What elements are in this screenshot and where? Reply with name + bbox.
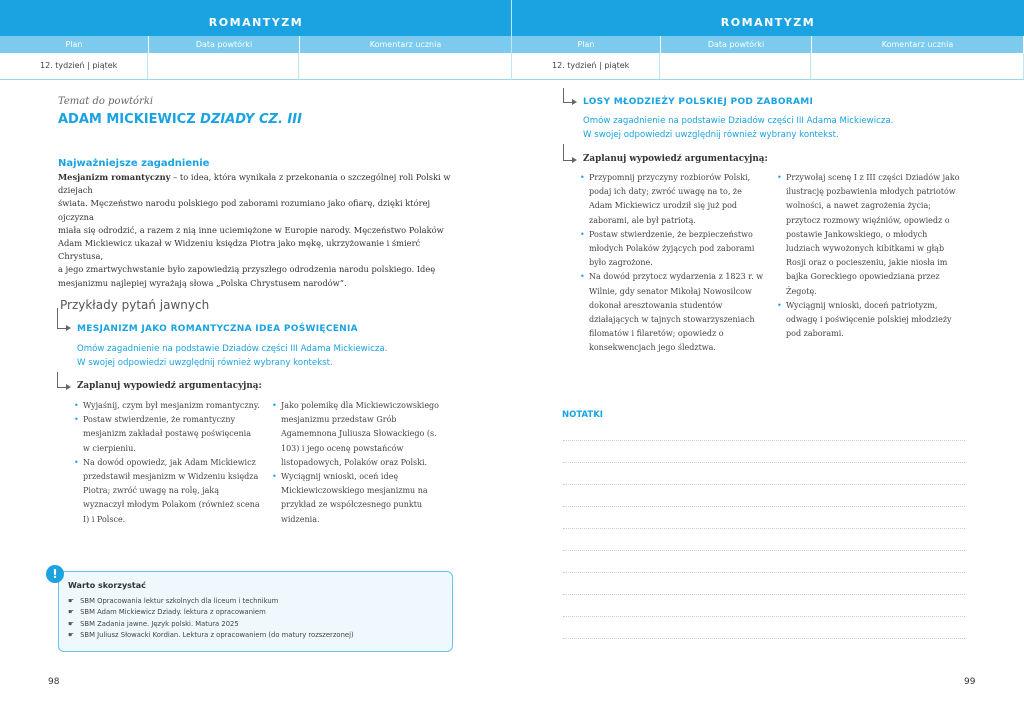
notes-line xyxy=(563,528,965,529)
key-issues-line: a jego zmartwychwstanie było zapowiedzią przyszłego odrodzenia narodu polskiego. Ideę xyxy=(58,264,436,275)
pointing-hand-icon: ☛ xyxy=(68,619,75,628)
col-comment: Komentarz ucznia xyxy=(812,36,1024,53)
comment-cell[interactable] xyxy=(811,53,1024,79)
plan-title: Zaplanuj wypowiedź argumentacyjną: xyxy=(583,154,768,164)
page-number: 99 xyxy=(964,677,976,687)
list-item[interactable]: ☛ SBM Juliusz Słowacki Kordian. Lektura z opracowaniem (do matury rozszerzonej) xyxy=(68,630,354,639)
plan-bullets-col2 xyxy=(272,399,450,527)
topic-title xyxy=(58,112,302,127)
right-header-title: ROMANTYZM xyxy=(512,0,1024,36)
notes-line xyxy=(563,462,965,463)
week-cell: 12. tydzień | piątek xyxy=(512,53,660,79)
topic-label: Temat do powtórki xyxy=(58,96,154,107)
list-item: • Wyjaśnij, czym był mesjanizm romantyczny. xyxy=(74,399,260,413)
date-cell[interactable] xyxy=(660,53,811,79)
plan-bullets-col1 xyxy=(580,171,764,356)
task-line: W swojej odpowiedzi uwzględnij również wybrany kontekst. xyxy=(583,130,839,140)
task-title: LOSY MŁODZIEŻY POLSKIEJ POD ZABORAMI xyxy=(583,97,814,107)
arrow-right-icon xyxy=(66,384,71,390)
task-line: W swojej odpowiedzi uwzględnij również wybrany kontekst. xyxy=(77,358,333,368)
notes-line xyxy=(563,638,965,639)
list-item: • Postaw stwierdzenie, że romantyczny mesjanizm zakładał postawę poświęcenia w cierpieniu. xyxy=(74,413,260,456)
key-issues-text xyxy=(58,171,458,290)
key-issues-line: miała się odrodzić, a razem z nią inne uciemiężone w Europie narody. Męczeństwo Polaków xyxy=(58,224,444,235)
page-number: 98 xyxy=(48,677,60,687)
list-item: • Postaw stwierdzenie, że bezpieczeństwo młodych Polaków żyjących pod zaborami było zagrożone. xyxy=(580,228,764,271)
notes-line xyxy=(563,594,965,595)
list-item[interactable]: ☛ SBM Adam Mickiewicz Dziady. lektura z opracowaniem xyxy=(68,608,266,617)
arrow-right-icon xyxy=(572,157,577,163)
notes-line xyxy=(563,440,965,441)
col-comment: Komentarz ucznia xyxy=(300,36,512,53)
list-item: • Jako polemikę dla Mickiewiczowskiego mesjanizmu przedstaw Grób Agamemnona Juliusza Słowackiego (s. 103) i jego ocenę powstańców listopadowych, Polaków oraz Polski. xyxy=(272,399,450,470)
notes-title: NOTATKI xyxy=(562,410,603,420)
list-item: • Przypomnij przyczyny rozbiorów Polski, podaj ich daty; zwróć uwagę na to, że Adam Mickiewicz urodził się już pod zaborami, ale był patriotą. xyxy=(580,171,764,228)
task-line: Omów zagadnienie na podstawie Dziadów części III Adama Mickiewicza. xyxy=(77,344,388,354)
col-plan: Plan xyxy=(512,36,661,53)
right-header xyxy=(512,0,1024,80)
list-item: • Na dowód opowiedz, jak Adam Mickiewicz przedstawił mesjanizm w Widzeniu księdza Piotra; zwróć uwagę na rolę, jaką wyznaczył młodym Polakom (również scena I) i Polsce. xyxy=(74,456,260,527)
plan-bullets-col1 xyxy=(74,399,260,527)
resources-box xyxy=(58,571,453,652)
list-item[interactable]: ☛ SBM Zadania jawne. Język polski. Matura 2025 xyxy=(68,619,239,628)
key-issues-line: Mesjanizm romantyczny – to idea, która wynikała z przekonania o szczególnej roli Polski w dziejach xyxy=(58,172,451,196)
notes-line xyxy=(563,616,965,617)
box-title: Warto skorzystać xyxy=(68,581,146,590)
right-header-columns xyxy=(512,36,1024,53)
exclamation-icon: ! xyxy=(46,565,64,583)
list-item: • Wyciągnij wnioski, oceń ideę Mickiewiczowskiego mesjanizmu na przykład ze współczesnego punktu widzenia. xyxy=(272,470,450,527)
topic-title-work: DZIADY CZ. III xyxy=(200,112,302,127)
left-header-title: ROMANTYZM xyxy=(0,0,512,36)
notes-line xyxy=(563,506,965,507)
notes-line xyxy=(563,572,965,573)
list-item: • Na dowód przytocz wydarzenia z 1823 r. w Wilnie, gdy senator Mikołaj Nowosilcow dokonał aresztowania studentów działających w tajnych stowarzyszeniach filomatów i filaretów; opowiedz o konsekwencjach jego śledztwa. xyxy=(580,270,764,355)
arrow-right-icon xyxy=(66,325,71,331)
left-header-columns xyxy=(0,36,512,53)
week-cell: 12. tydzień | piątek xyxy=(0,53,148,79)
notes-line xyxy=(563,484,965,485)
key-issues-line: świata. Męczeństwo narodu polskiego pod zaborami rozumiano jako ofiarę, dzięki której ojczyzna xyxy=(58,198,431,222)
col-date: Data powtórki xyxy=(149,36,300,53)
plan-title: Zaplanuj wypowiedź argumentacyjną: xyxy=(77,381,262,391)
resources-list xyxy=(68,596,443,641)
key-issues-title: Najważniejsze zagadnienie xyxy=(58,158,210,169)
arrow-right-icon xyxy=(572,99,577,105)
left-header xyxy=(0,0,512,80)
list-item: • Przywołaj scenę I z III części Dziadów jako ilustrację pozbawienia młodych patriotów wolności, a nawet zagrożenia życia; przytocz rozmowy więźniów, opowiedz o postawie Jankowskiego, o młodych ludziach wywożonych kibitkami w głąb Rosji oraz o pocieszeniu, jakie niosła im bajka Goreckiego opowiedziana przez Żegotę. xyxy=(777,171,961,299)
task-title: MESJANIZM JAKO ROMANTYCZNA IDEA POŚWIĘCENIA xyxy=(77,324,358,334)
plan-bullets-col2 xyxy=(777,171,961,341)
comment-cell[interactable] xyxy=(299,53,512,79)
key-issues-line: Adam Mickiewicz ukazał w Widzeniu księdza Piotra jako mękę, ukrzyżowanie i śmierć Chrystusa, xyxy=(58,238,421,262)
task-body xyxy=(77,342,387,370)
pointing-hand-icon: ☛ xyxy=(68,630,75,639)
task-line: Omów zagadnienie na podstawie Dziadów części III Adama Mickiewicza. xyxy=(583,116,894,126)
left-header-values xyxy=(0,53,512,80)
right-header-values xyxy=(512,53,1024,80)
list-item: • Wyciągnij wnioski, doceń patriotyzm, odwagę i poświęcenie polskiej młodzieży pod zaborami. xyxy=(777,299,961,342)
examples-title: Przykłady pytań jawnych xyxy=(60,298,210,312)
pointing-hand-icon: ☛ xyxy=(68,597,75,605)
topic-title-author: ADAM MICKIEWICZ xyxy=(58,112,201,127)
key-issues-line: mesjanizmu najlepiej wyrażają słowa „Polska Chrystusem narodów”. xyxy=(58,277,347,288)
col-date: Data powtórki xyxy=(661,36,812,53)
task-body xyxy=(583,114,893,142)
pointing-hand-icon: ☛ xyxy=(68,608,75,617)
list-item[interactable]: ☛ SBM Opracowania lektur szkolnych dla liceum i technikum xyxy=(68,597,279,605)
col-plan: Plan xyxy=(0,36,149,53)
notes-line xyxy=(563,550,965,551)
date-cell[interactable] xyxy=(148,53,299,79)
